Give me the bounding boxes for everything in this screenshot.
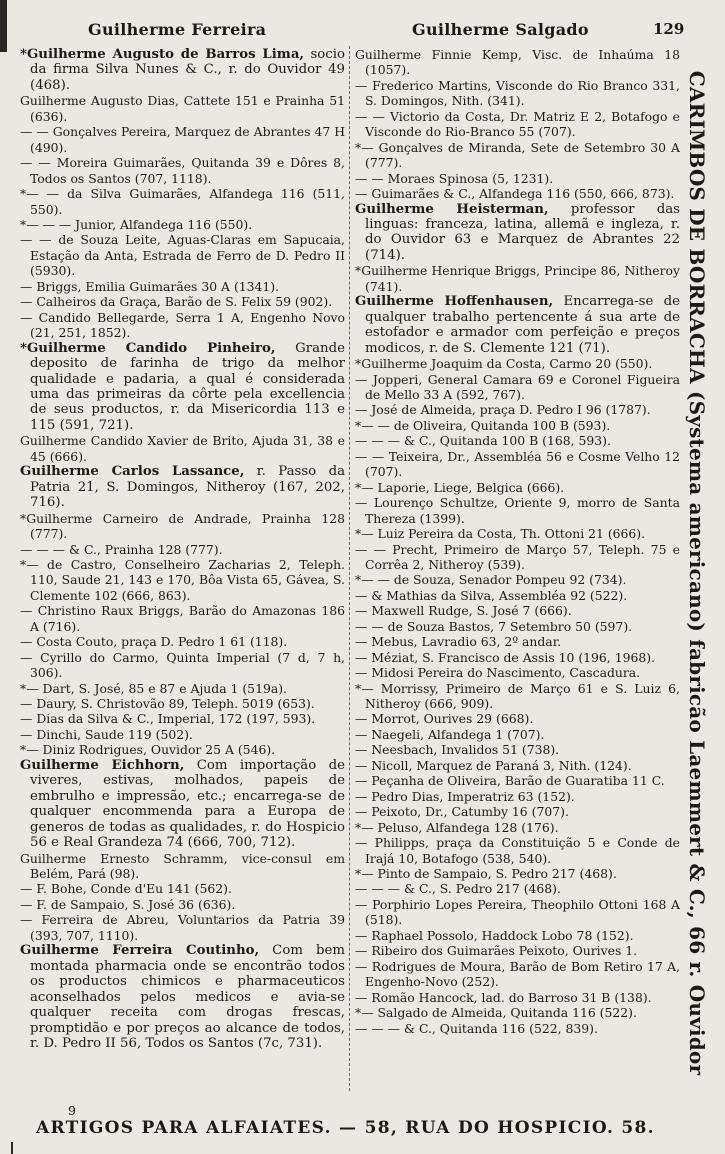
entry-text: professor das linguas: franceza, latina, allemã e ingleza, r. do Ouvidor 63 e Marquez de Abrantes 22 (714). bbox=[365, 201, 680, 263]
entry-text: — Raphael Possolo, Haddock Lobo 78 (152). bbox=[355, 927, 634, 943]
entry-text: *Guilherme Joaquim da Costa, Carmo 20 (550). bbox=[355, 356, 653, 372]
left-column bbox=[20, 47, 345, 1051]
directory-entry bbox=[355, 681, 680, 712]
entry-name-heading: Guilherme Heisterman, bbox=[355, 201, 549, 217]
directory-entry bbox=[355, 881, 680, 896]
entry-text: — Peçanha de Oliveira, Barão de Guaratiba 11 C. bbox=[355, 773, 665, 789]
entry-text: — — — & C., Prainha 128 (777). bbox=[20, 541, 223, 557]
entry-text: *— — — Junior, Alfandega 116 (550). bbox=[20, 216, 253, 232]
entry-text: *— — da Silva Guimarães, Alfandega 116 (511, 550). bbox=[20, 186, 345, 217]
directory-entry bbox=[20, 650, 345, 681]
entry-text: Encarrega-se de qualquer trabalho pertencente á sua arte de estofador e armador com perfeição e preços modicos, r. de S. Clemente 121 (71). bbox=[365, 294, 681, 356]
directory-entry bbox=[355, 619, 680, 634]
directory-entry bbox=[20, 711, 345, 726]
header-left-title: Guilherme Ferreira bbox=[88, 20, 267, 39]
entry-text: — Jopperi, General Camara 69 e Coronel Figueira de Mello 33 A (592, 767). bbox=[355, 371, 680, 402]
column-number: 9 bbox=[68, 1103, 76, 1118]
directory-entry bbox=[355, 480, 680, 495]
directory-entry bbox=[355, 47, 680, 78]
entry-name-heading: Guilherme Carlos Lassance, bbox=[20, 464, 245, 480]
directory-entry bbox=[355, 711, 680, 726]
directory-entry bbox=[355, 820, 680, 835]
footer-advertisement: ARTIGOS PARA ALFAIATES. — 58, RUA DO HOSPICIO. 58. bbox=[36, 1118, 655, 1138]
entry-text: — Guimarães & C., Alfandega 116 (550, 666, 873). bbox=[355, 186, 675, 202]
entry-text: — Rodrigues de Moura, Barão de Bom Retiro 17 A, Engenho-Novo (252). bbox=[355, 958, 680, 990]
directory-entry bbox=[20, 433, 345, 464]
directory-entry bbox=[355, 634, 680, 649]
directory-entry bbox=[355, 449, 680, 480]
entry-text: — Briggs, Emilia Guimarães 30 A (1341). bbox=[20, 278, 280, 294]
entry-text: — F. de Sampaio, S. José 36 (636). bbox=[20, 896, 236, 912]
directory-entry bbox=[20, 727, 345, 742]
entry-text: — Porphirio Lopes Pereira, Theophilo Ottoni 168 A (518). bbox=[355, 896, 680, 928]
directory-entry bbox=[20, 742, 345, 757]
directory-entry bbox=[20, 681, 345, 696]
directory-entry bbox=[355, 928, 680, 943]
directory-entry bbox=[355, 171, 680, 186]
directory-entry bbox=[355, 526, 680, 541]
page-spine-mark-bottom bbox=[11, 1142, 13, 1154]
directory-entry bbox=[355, 959, 680, 990]
entry-text: Grande deposito de farinha de trigo da melhor qualidade e padaria, a qual é considerada uma das primeiras da côrte pela excellencia de seus productos, r. da Misericordia 113 e 115 (591, 721). bbox=[30, 340, 346, 433]
entry-text: *— Diniz Rodrigues, Ouvidor 25 A (546). bbox=[20, 742, 276, 758]
entry-text: Guilherme Candido Xavier de Brito, Ajuda 31, 38 e 45 (666). bbox=[20, 433, 345, 464]
directory-entry bbox=[355, 943, 680, 958]
directory-entry bbox=[20, 279, 345, 294]
directory-entry bbox=[355, 742, 680, 757]
directory-entry bbox=[355, 835, 680, 866]
entry-text: — & Mathias da Silva, Assembléa 92 (522). bbox=[355, 587, 628, 603]
directory-entry bbox=[355, 78, 680, 109]
page-number: 129 bbox=[653, 20, 685, 38]
entry-text: r. Passo da Patria 21, S. Domingos, Nitheroy (167, 202, 716). bbox=[30, 464, 346, 511]
entry-text: — Calheiros da Graça, Barão de S. Felix 59 (902). bbox=[20, 294, 333, 310]
directory-entry bbox=[20, 881, 345, 896]
entry-text: — Neesbach, Invalidos 51 (738). bbox=[355, 742, 560, 758]
directory-entry bbox=[355, 263, 680, 294]
directory-entry bbox=[20, 511, 345, 542]
entry-text: — Dias da Silva & C., Imperial, 172 (197, 593). bbox=[20, 711, 316, 727]
entry-text: — Morrot, Ourives 29 (668). bbox=[355, 711, 534, 727]
directory-entry bbox=[20, 294, 345, 309]
entry-name-heading: *Guilherme Candido Pinheiro, bbox=[20, 340, 276, 356]
entry-text: *Guilherme Henrique Briggs, Principe 86, Nitheroy (741). bbox=[355, 263, 680, 294]
entry-text: — Philipps, praça da Constituição 5 e Conde de Irajá 10, Botafogo (538, 540). bbox=[355, 835, 680, 866]
directory-entry bbox=[355, 773, 680, 788]
directory-entry bbox=[20, 217, 345, 232]
entry-text: *— Peluso, Alfandega 128 (176). bbox=[355, 819, 559, 835]
entry-text: — Ferreira de Abreu, Voluntarios da Patria 39 (393, 707, 1110). bbox=[20, 912, 345, 943]
directory-entry bbox=[20, 912, 345, 943]
entry-text: — — de Souza Leite, Aguas-Claras em Sapucaia, Estação da Anta, Estrada de Ferro de D. Pedro II (5930). bbox=[20, 232, 345, 279]
entry-text: — Pedro Dias, Imperatriz 63 (152). bbox=[355, 788, 575, 804]
entry-text: *— Luiz Pereira da Costa, Th. Ottoni 21 (666). bbox=[355, 526, 646, 542]
entry-text: — Midosi Pereira do Nascimento, Cascadura. bbox=[355, 665, 641, 681]
entry-text: *— — de Souza, Senador Pompeu 92 (734). bbox=[355, 572, 627, 588]
entry-text: *— Laporie, Liege, Belgica (666). bbox=[355, 479, 565, 495]
directory-entry bbox=[355, 1005, 680, 1020]
directory-entry bbox=[355, 495, 680, 526]
column-divider bbox=[349, 46, 350, 1091]
directory-entry bbox=[20, 603, 345, 634]
right-column bbox=[355, 47, 680, 1036]
entry-text: — — Gonçalves Pereira, Marquez de Abrantes 47 H (490). bbox=[20, 124, 345, 155]
directory-entry bbox=[20, 897, 345, 912]
entry-text: Guilherme Finnie Kemp, Visc. de Inhaúma 18 (1057). bbox=[355, 47, 680, 78]
entry-text: *— — de Oliveira, Quitanda 100 B (593). bbox=[355, 417, 611, 433]
directory-entry bbox=[355, 897, 680, 928]
side-advert-text: CARIMBOS DE BORRACHA (Systema americano) fabricão Laemmert & C., 66 r. Ouvidor bbox=[685, 70, 710, 1076]
entry-text: — — — & C., Quitanda 100 B (168, 593). bbox=[355, 433, 611, 449]
entry-text: — — Moraes Spinosa (5, 1231). bbox=[355, 170, 554, 186]
entry-text: — — Moreira Guimarães, Quitanda 39 e Dôres 8, Todos os Santos (707, 1118). bbox=[20, 155, 345, 186]
entry-text: — Costa Couto, praça D. Pedro 1 61 (118). bbox=[20, 634, 288, 650]
entry-text: Guilherme Ernesto Schramm, vice-consul em Belém, Pará (98). bbox=[20, 850, 345, 882]
directory-entry bbox=[20, 310, 345, 341]
entry-text: *— de Castro, Conselheiro Zacharias 2, Teleph. 110, Saude 21, 143 e 170, Bôa Vista 65, Gávea, S. Clemente 102 (666, 863). bbox=[20, 556, 345, 603]
directory-entry bbox=[355, 294, 680, 356]
entry-text: Com importação de viveres, estivas, molhados, papeis de embrulho e impressão, etc.; encarrega-se de qualquer encommenda para a Europa de generos de todas as qualidades, r. do Hospicio 56 e Real Grandeza 74 (666, 700, 712). bbox=[30, 757, 345, 851]
side-advertisement bbox=[676, 48, 719, 1098]
directory-entry bbox=[355, 402, 680, 417]
directory-entry bbox=[355, 109, 680, 140]
directory-entry bbox=[20, 542, 345, 557]
entry-text: — Peixoto, Dr., Catumby 16 (707). bbox=[355, 804, 569, 820]
directory-entry bbox=[20, 851, 345, 882]
directory-entry bbox=[355, 186, 680, 201]
entry-text: — Mebus, Lavradio 63, 2º andar. bbox=[355, 634, 562, 650]
entry-text: Guilherme Augusto Dias, Cattete 151 e Prainha 51 (636). bbox=[20, 93, 345, 124]
entry-text: — — de Souza Bastos, 7 Setembro 50 (597). bbox=[355, 618, 633, 634]
directory-entry bbox=[20, 758, 345, 851]
entry-text: *— Morrissy, Primeiro de Março 61 e S. Luiz 6, Nitheroy (666, 909). bbox=[355, 680, 680, 712]
directory-entry bbox=[355, 990, 680, 1005]
entry-text: — Romão Hancock, lad. do Barroso 31 B (138). bbox=[355, 989, 652, 1005]
entry-text: — Frederico Martins, Visconde do Rio Branco 331, S. Domingos, Nith. (341). bbox=[355, 77, 680, 109]
directory-entry bbox=[20, 47, 345, 93]
entry-text: — José de Almeida, praça D. Pedro I 96 (1787). bbox=[355, 402, 651, 418]
directory-entry bbox=[355, 665, 680, 680]
directory-entry bbox=[20, 93, 345, 124]
directory-entry bbox=[355, 603, 680, 618]
entry-text: *— Pinto de Sampaio, S. Pedro 217 (468). bbox=[355, 866, 617, 882]
entry-text: — — — & C., Quitanda 116 (522, 839). bbox=[355, 1020, 598, 1036]
entry-text: *— Gonçalves de Miranda, Sete de Setembro 30 A (777). bbox=[355, 139, 680, 171]
entry-text: *— Salgado de Almeida, Quitanda 116 (522). bbox=[355, 1005, 637, 1021]
entry-text: — Christino Raux Briggs, Barão do Amazonas 186 A (716). bbox=[20, 603, 345, 634]
directory-entry bbox=[355, 588, 680, 603]
entry-text: — F. Bohe, Conde d'Eu 141 (562). bbox=[20, 881, 232, 897]
entry-text: — — Victorio da Costa, Dr. Matriz E 2, Botafogo e Visconde do Rio-Branco 55 (707). bbox=[355, 108, 680, 140]
entry-name-heading: Guilherme Eichhorn, bbox=[20, 757, 185, 773]
directory-entry bbox=[20, 943, 345, 1051]
entry-text: — Nicoll, Marquez de Paraná 3, Nith. (124). bbox=[355, 757, 632, 773]
directory-entry bbox=[355, 866, 680, 881]
directory-entry bbox=[355, 372, 680, 403]
directory-entry bbox=[355, 202, 680, 264]
entry-text: — Maxwell Rudge, S. José 7 (666). bbox=[355, 603, 572, 619]
directory-entry bbox=[355, 572, 680, 587]
entry-text: — Candido Bellegarde, Serra 1 A, Engenho Novo (21, 251, 1852). bbox=[20, 309, 345, 341]
entry-name-heading: Guilherme Ferreira Coutinho, bbox=[20, 943, 260, 959]
entry-text: — Dinchi, Saude 119 (502). bbox=[20, 726, 193, 742]
entry-text: socio da firma Silva Nunes & C., r. do Ouvidor 49 (468). bbox=[30, 47, 345, 93]
page-spine-mark bbox=[0, 0, 7, 52]
directory-entry bbox=[355, 433, 680, 448]
directory-entry bbox=[20, 341, 345, 434]
entry-text: *— Dart, S. José, 85 e 87 e Ajuda 1 (519a). bbox=[20, 680, 287, 696]
entry-text: *Guilherme Carneiro de Andrade, Prainha 128 (777). bbox=[20, 510, 345, 542]
directory-entry bbox=[355, 758, 680, 773]
directory-entry bbox=[20, 124, 345, 155]
directory-entry bbox=[355, 804, 680, 819]
entry-text: — Lourenço Schultze, Oriente 9, morro de Santa Thereza (1399). bbox=[355, 495, 680, 526]
entry-text: — Ribeiro dos Guimarães Peixoto, Ourives 1. bbox=[355, 943, 638, 959]
entry-text: — Cyrillo do Carmo, Quinta Imperial (7 d, 7 h, 306). bbox=[20, 649, 345, 681]
entry-name-heading: Guilherme Hoffenhausen, bbox=[355, 294, 554, 310]
directory-entry bbox=[20, 634, 345, 649]
directory-entry bbox=[20, 155, 345, 186]
entry-text: Com bem montada pharmacia onde se encontrão todos os productos chimicos e pharmaceuticos aconselhados pelos medicos e avia-se qualquer receita com drogas frescas, promptidão e por preços ao alcance de todos, r. D. Pedro II 56, Todos os Santos (7c, 731). bbox=[30, 943, 345, 1051]
entry-name-heading: *Guilherme Augusto de Barros Lima, bbox=[20, 47, 305, 62]
directory-entry bbox=[355, 650, 680, 665]
directory-entry bbox=[355, 418, 680, 433]
directory-entry bbox=[355, 1021, 680, 1036]
header-right-title: Guilherme Salgado bbox=[412, 20, 589, 39]
directory-entry bbox=[20, 232, 345, 278]
directory-entry bbox=[20, 186, 345, 217]
directory-entry bbox=[20, 464, 345, 510]
directory-entry bbox=[355, 140, 680, 171]
directory-entry bbox=[355, 542, 680, 573]
entry-text: — — Precht, Primeiro de Março 57, Teleph. 75 e Corrêa 2, Nitheroy (539). bbox=[355, 541, 680, 572]
directory-entry bbox=[20, 696, 345, 711]
directory-entry bbox=[20, 557, 345, 603]
entry-text: — Méziat, S. Francisco de Assis 10 (196, 1968). bbox=[355, 649, 655, 665]
directory-entry bbox=[355, 727, 680, 742]
entry-text: — — — & C., S. Pedro 217 (468). bbox=[355, 881, 561, 897]
entry-text: — — Teixeira, Dr., Assembléa 56 e Cosme Velho 12 (707). bbox=[355, 448, 680, 480]
entry-text: — Daury, S. Christovão 89, Teleph. 5019 (653). bbox=[20, 696, 315, 712]
directory-entry bbox=[355, 789, 680, 804]
directory-entry bbox=[355, 356, 680, 371]
entry-text: — Naegeli, Alfandega 1 (707). bbox=[355, 726, 545, 742]
